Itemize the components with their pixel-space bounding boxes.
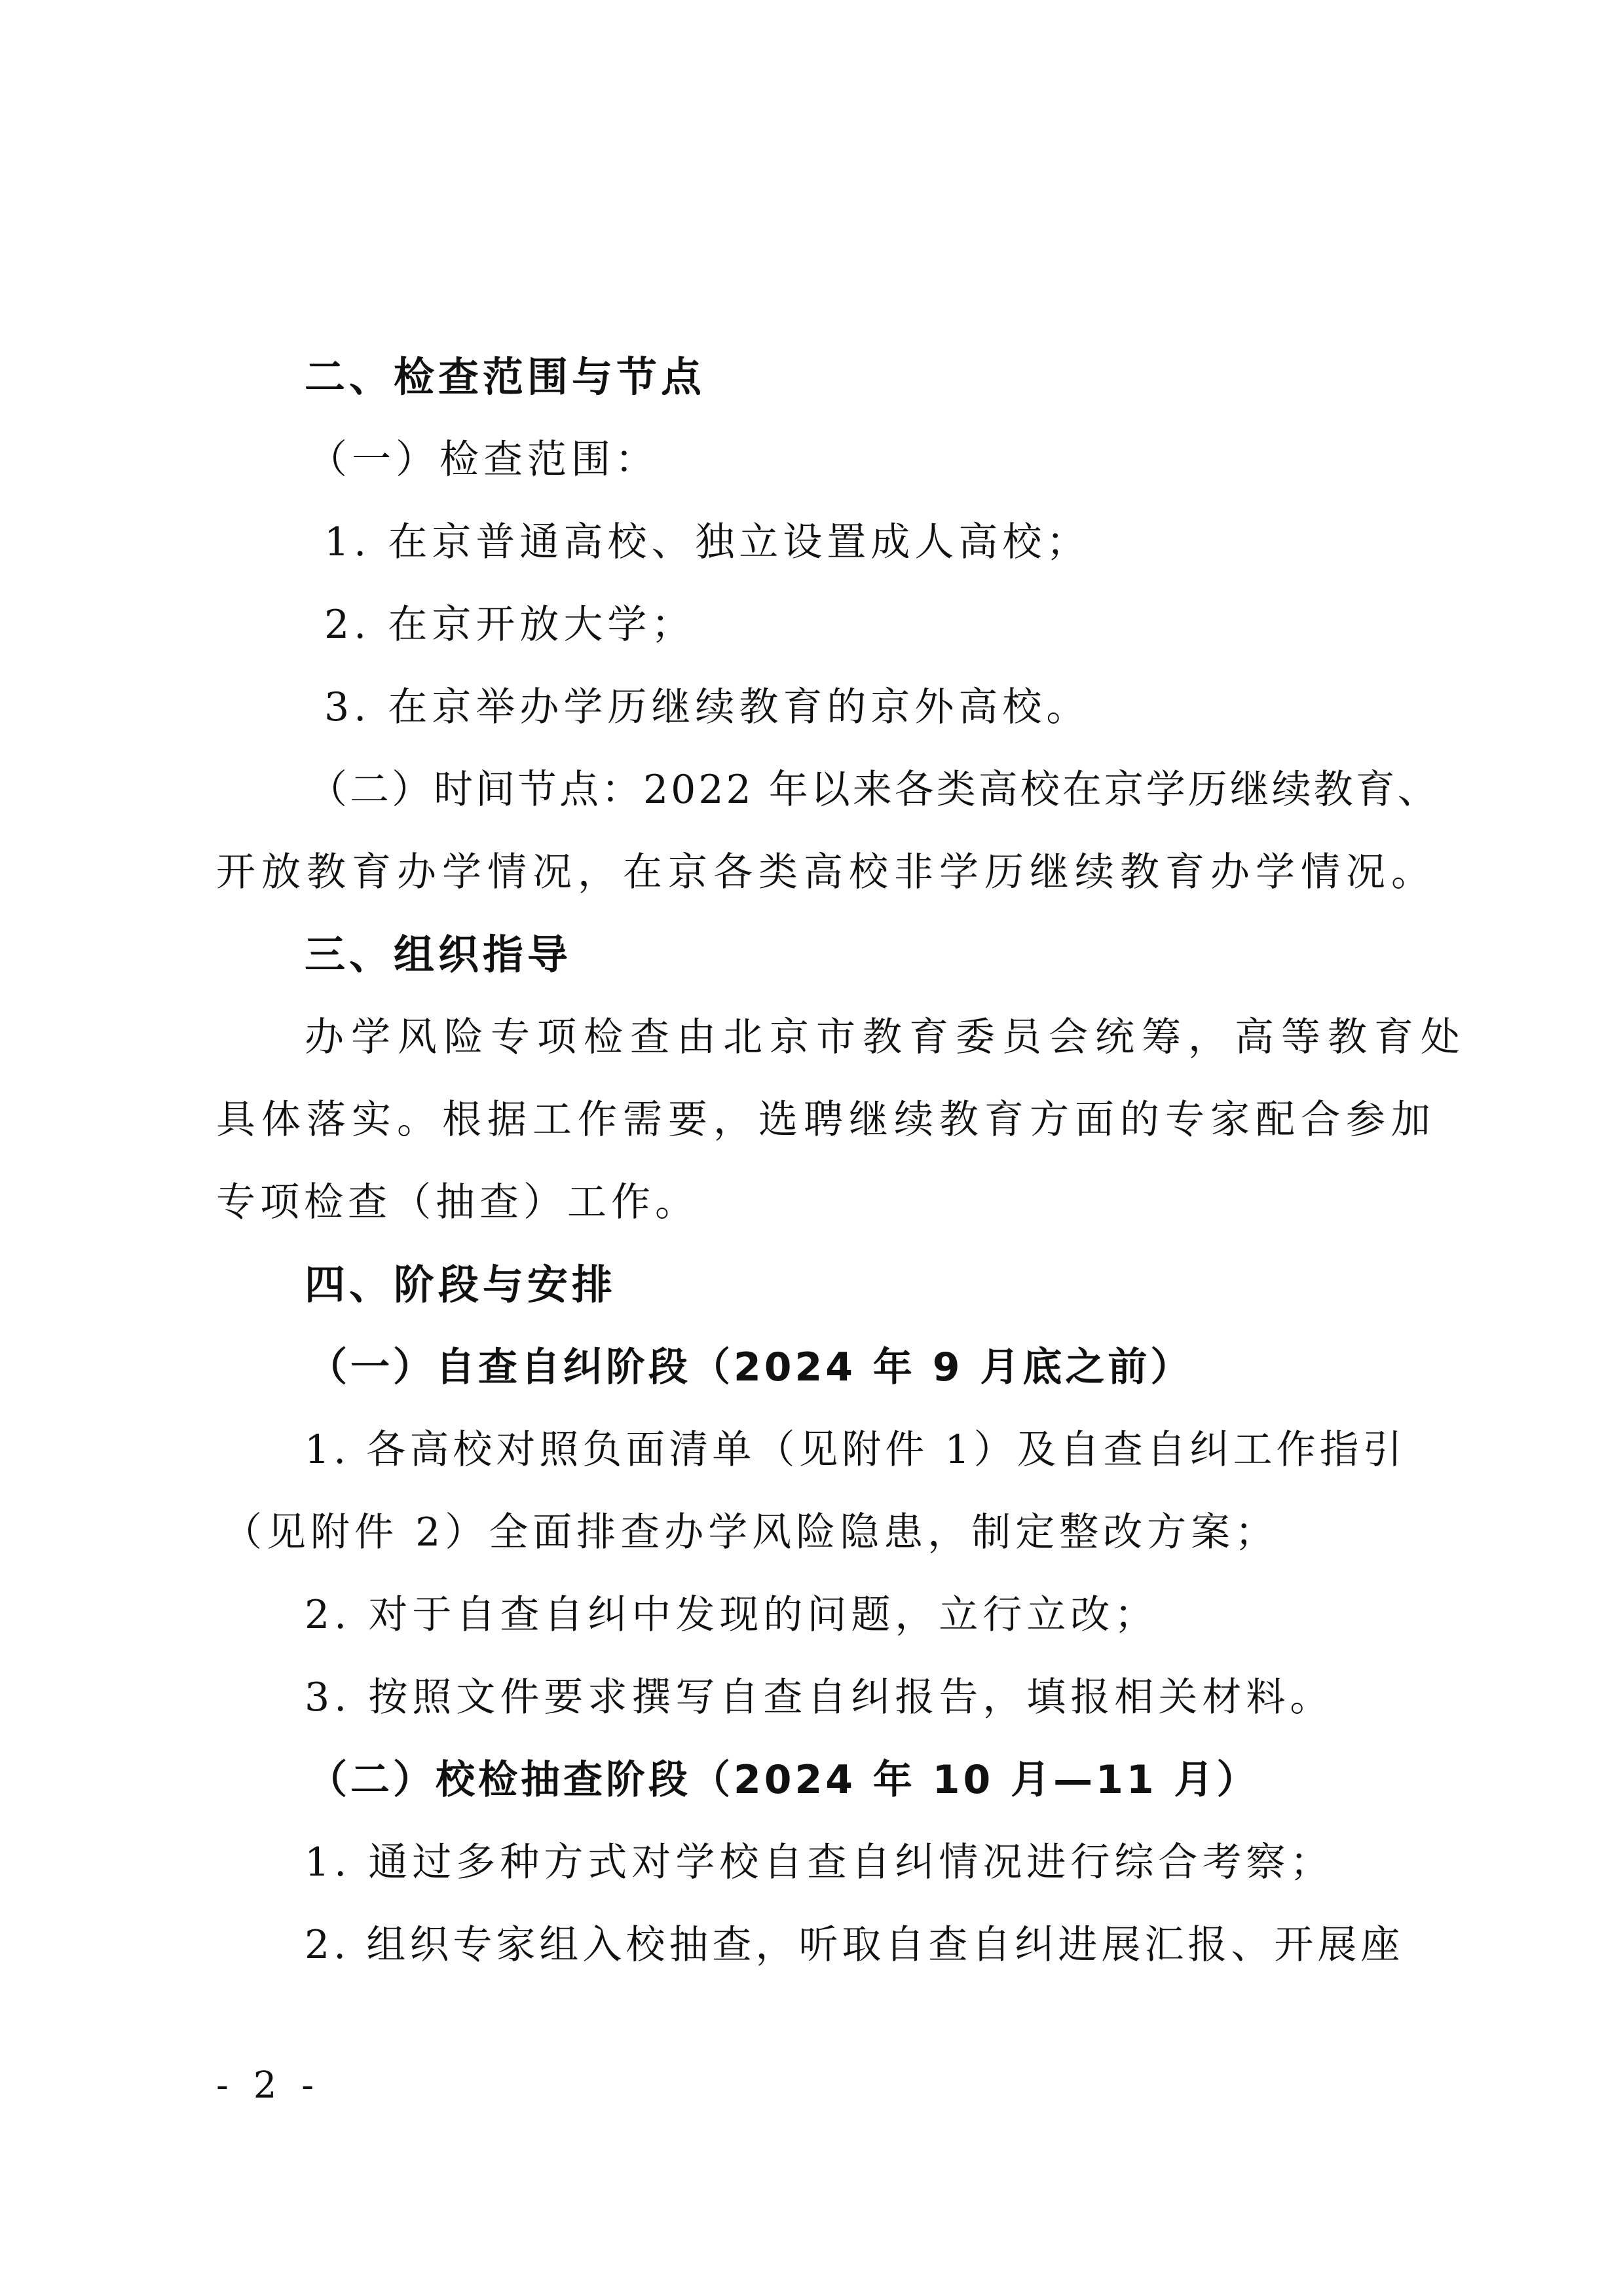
time-node-line-2: 开放教育办学情况，在京各类高校非学历继续教育办学情况。: [216, 849, 1436, 895]
page-number: - 2 -: [216, 2064, 321, 2107]
scope-item-2: 2. 在京开放大学；: [324, 602, 696, 648]
time-node-line-1: （二）时间节点：2022 年以来各类高校在京学历继续教育、: [308, 767, 1440, 813]
section-4-heading: 四、阶段与安排: [305, 1261, 617, 1308]
scope-item-3: 3. 在京举办学历继续教育的京外高校。: [324, 684, 1091, 730]
subsection-2-1-heading: （一）检查范围：: [308, 437, 659, 483]
spot-check-item-2-line-1: 2. 组织专家组入校抽查，听取自查自纠进展汇报、开展座: [305, 1922, 1404, 1968]
self-check-item-1-line-1: 1. 各高校对照负面清单（见附件 1）及自查自纠工作指引: [305, 1427, 1406, 1473]
self-check-item-1-line-2: （见附件 2）全面排查办学风险隐患，制定整改方案；: [223, 1509, 1279, 1555]
subsection-4-1-heading: （一）自查自纠阶段（2024 年 9 月底之前）: [308, 1344, 1193, 1390]
spot-check-item-1: 1. 通过多种方式对学校自查自纠情况进行综合考察；: [305, 1840, 1334, 1885]
self-check-item-2: 2. 对于自查自纠中发现的问题，立行立改；: [305, 1592, 1159, 1638]
self-check-item-3: 3. 按照文件要求撰写自查自纠报告，填报相关材料。: [305, 1675, 1334, 1720]
org-paragraph-line-3: 专项检查（抽查）工作。: [216, 1179, 699, 1225]
section-2-heading: 二、检查范围与节点: [305, 353, 706, 401]
org-paragraph-line-1: 办学风险专项检查由北京市教育委员会统筹，高等教育处: [305, 1014, 1467, 1060]
scope-item-1: 1. 在京普通高校、独立设置成人高校；: [324, 519, 1091, 565]
section-3-heading: 三、组织指导: [305, 931, 572, 978]
subsection-4-2-heading: （二）校检抽查阶段（2024 年 10 月—11 月）: [308, 1757, 1259, 1803]
org-paragraph-line-2: 具体落实。根据工作需要，选聘继续教育方面的专家配合参加: [216, 1097, 1436, 1143]
